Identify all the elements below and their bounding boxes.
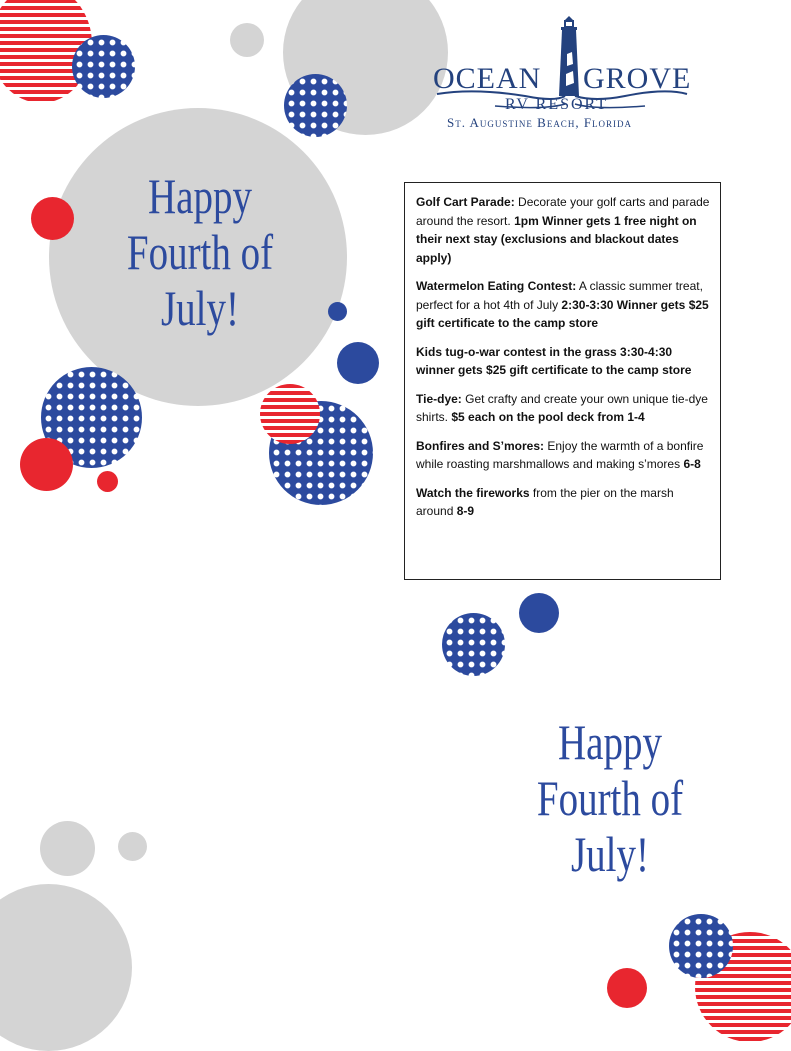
dotted-circle-lower <box>442 613 505 676</box>
event-title: Watermelon Eating Contest: <box>416 279 577 293</box>
headline-line1: Happy <box>148 168 252 224</box>
red-circle-left <box>31 197 74 240</box>
dotted-circle-top-left <box>72 35 135 98</box>
headline-line3: July! <box>161 280 239 336</box>
headline-bottom-line2: Fourth of <box>536 770 684 826</box>
event-text: from the pier on the marsh around <box>416 485 674 518</box>
event-text: Decorate your golf carts and parade around the resort. <box>416 195 710 228</box>
event-item <box>416 277 710 333</box>
event-item <box>416 437 710 474</box>
event-text: Get crafty and create your own unique tie-dye shirts. <box>416 391 708 424</box>
headline-bottom-line3: July! <box>571 826 649 882</box>
event-highlight: 2:30-3:30 Winner gets $25 gift certificate to the camp store <box>416 297 709 330</box>
event-item <box>416 343 710 380</box>
headline-top <box>106 168 293 336</box>
event-highlight: 6-8 <box>683 457 701 471</box>
blue-dot-small <box>328 302 347 321</box>
striped-circle-mid <box>260 384 320 444</box>
event-title: Kids tug-o-war contest in the grass 3:30-4:30 winner gets $25 gift certificate to the camp store <box>416 344 692 377</box>
event-title: Golf Cart Parade: <box>416 195 515 209</box>
event-text: Enjoy the warmth of a bonfire while roasting marshmallows and making s’mores <box>416 438 704 471</box>
logo-name-left: OCEAN <box>433 62 542 95</box>
grey-circle-bottom-medium <box>40 821 95 876</box>
ocean-grove-logo <box>425 16 695 136</box>
event-item <box>416 193 710 267</box>
event-title: Watch the fireworks <box>416 485 530 500</box>
blue-circle-right <box>337 342 379 384</box>
dotted-circle-top-center <box>284 74 347 137</box>
grey-circle-bottom-small <box>118 832 147 861</box>
event-highlight: 8-9 <box>456 504 475 518</box>
event-title: Bonfires and S’mores: <box>416 438 545 453</box>
blue-circle-lower <box>519 593 559 633</box>
headline-bottom <box>516 714 703 882</box>
red-circle-bottom-right <box>607 968 647 1008</box>
dotted-circle-bottom-right <box>669 914 733 978</box>
event-text: A classic summer treat, perfect for a hot 4th of July <box>416 279 703 312</box>
logo-name-right: GROVE <box>583 62 692 95</box>
event-highlight: 1pm Winner gets 1 free night on their next stay (exclusions and blackout dates apply) <box>416 213 697 265</box>
logo-location: St. Augustine Beach, Florida <box>447 115 633 130</box>
headline-line2: Fourth of <box>126 224 274 280</box>
grey-circle-bottom-large <box>0 884 132 1051</box>
logo-subtitle: RV RESORT <box>505 96 609 113</box>
event-item <box>416 390 710 427</box>
grey-circle-small-top <box>230 23 264 57</box>
headline-bottom-line1: Happy <box>558 714 662 770</box>
red-dot-small <box>97 471 118 492</box>
event-item <box>416 484 710 521</box>
events-schedule-box <box>404 182 721 580</box>
event-title: Tie-dye: <box>416 391 462 406</box>
event-highlight: $5 each on the pool deck from 1-4 <box>451 410 645 424</box>
red-circle-mid-left <box>20 438 73 491</box>
